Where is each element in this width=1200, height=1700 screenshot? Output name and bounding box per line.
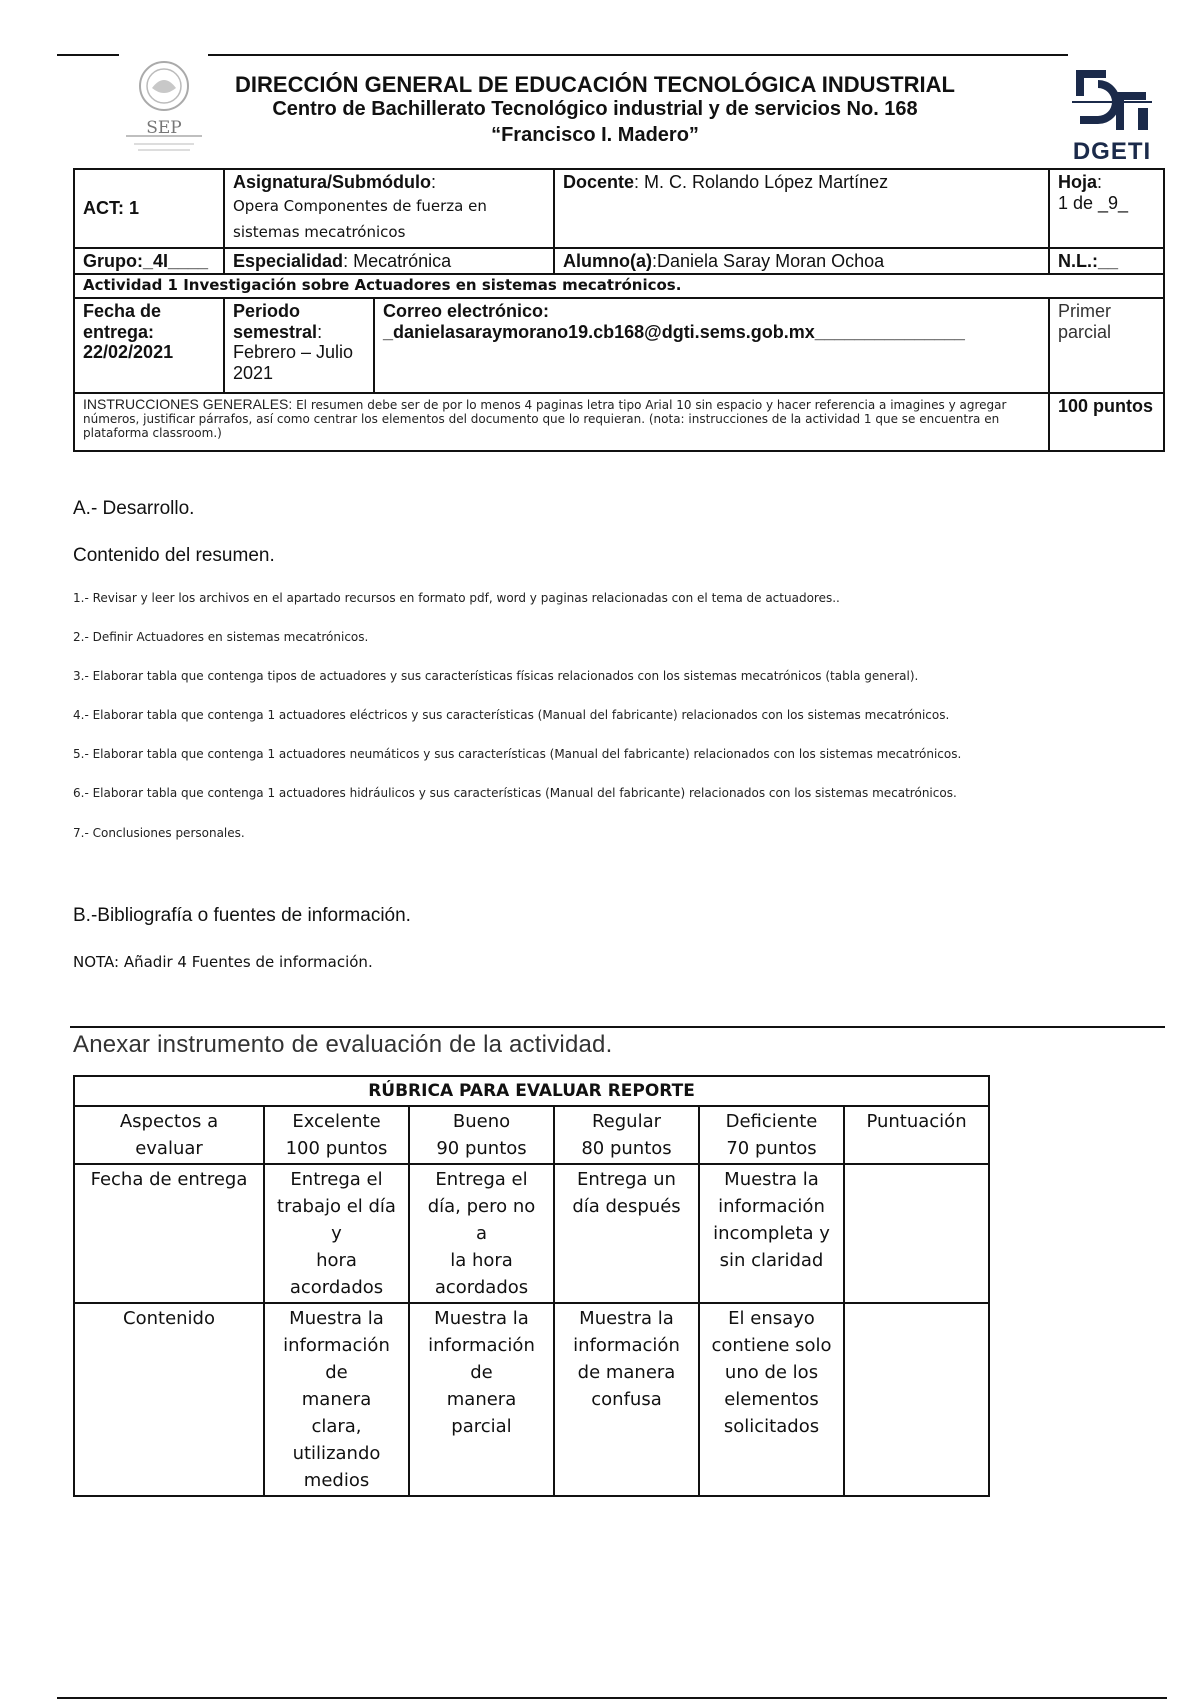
rubric-score-cell (844, 1164, 989, 1303)
rubric-cell: Entrega el trabajo el día y hora acordados (264, 1164, 409, 1303)
info-table (73, 168, 1165, 299)
puntos-cell: 100 puntos (1049, 393, 1164, 451)
hoja-label: Hoja (1058, 172, 1098, 192)
alumno-cell: Alumno(a):Daniela Saray Moran Ochoa (554, 248, 1049, 275)
sep-logo-text: SEP (146, 118, 182, 138)
correo-cell (374, 298, 1049, 393)
asignatura-label: Asignatura/Submódulo (233, 172, 431, 192)
rubric-cell: Contenido (74, 1303, 264, 1496)
rubric-header-puntuacion: Puntuación (844, 1106, 989, 1164)
dgeti-logo-text: DGETI (1072, 138, 1152, 165)
instrucciones-text: El resumen debe ser de por lo menos 4 paginas letra tipo Arial 10 sin espacio y hacer referencia a imagines y agregar números, justificar párrafos, así como centrar los elementos del documento que lo requieran. (nota: instrucciones de la actividad 1 que se encuentra en plataforma classroom.) (83, 398, 1007, 440)
rubric-header-aspectos: Aspectos a evaluar (74, 1106, 264, 1164)
table-row (74, 1303, 989, 1496)
instrucciones-label: INSTRUCCIONES GENERALES: (83, 396, 293, 412)
rubric-header-bueno: Bueno 90 puntos (409, 1106, 554, 1164)
hoja-cell: Hoja: 1 de _9_ (1049, 169, 1164, 248)
correo-label: Correo electrónico: (383, 301, 550, 321)
grupo-cell: Grupo:_4I____ (74, 248, 224, 275)
delivery-table (73, 297, 1165, 452)
activity-title: Actividad 1 Investigación sobre Actuadores en sistemas mecatrónicos. (74, 274, 1164, 298)
especialidad-cell: Especialidad: Mecatrónica (224, 248, 554, 275)
rubric-cell: Fecha de entrega (74, 1164, 264, 1303)
dgeti-logo (1068, 62, 1156, 166)
rubric-cell: Entrega el día, pero no a la hora acordados (409, 1164, 554, 1303)
fecha-cell (74, 298, 224, 393)
periodo-cell: Periodo semestral: Febrero – Julio 2021 (224, 298, 374, 393)
rubric-cell: Muestra la información incompleta y sin claridad (699, 1164, 844, 1303)
top-rule-left (57, 54, 119, 56)
rubric-title: RÚBRICA PARA EVALUAR REPORTE (74, 1076, 989, 1106)
rubric-cell: Entrega un día después (554, 1164, 699, 1303)
parcial-cell: Primer parcial (1049, 298, 1164, 393)
rubric-header-regular: Regular 80 puntos (554, 1106, 699, 1164)
rubric-table (73, 1075, 990, 1497)
dgeti-emblem-icon (1068, 62, 1156, 140)
hoja-value: 1 de _9_ (1058, 192, 1129, 213)
top-rule-right (208, 54, 1068, 56)
periodo-value: Febrero – Julio 2021 (233, 342, 354, 384)
step-item-5: 5.- Elaborar tabla que contenga 1 actuadores neumáticos y sus características (Manual del fabricante) relacionados con los sistemas mecatrónicos. (73, 747, 962, 761)
anexar-heading: Anexar instrumento de evaluación de la actividad. (73, 1031, 613, 1058)
step-item-4: 4.- Elaborar tabla que contenga 1 actuadores eléctricos y sus características (Manual del fabricante) relacionados con los sistemas mecatrónicos. (73, 708, 950, 722)
fecha-value: 22/02/2021 (83, 342, 174, 363)
asignatura-value: Opera Componentes de fuerza en sistemas mecatrónicos (233, 196, 487, 241)
sep-logo (118, 58, 210, 162)
periodo-label: Periodo semestral (233, 301, 318, 342)
step-item-2: 2.- Definir Actuadores en sistemas mecatrónicos. (73, 630, 369, 644)
sep-seal-icon (118, 58, 210, 162)
alumno-label: Alumno(a) (563, 250, 652, 271)
instrucciones-cell (74, 393, 1049, 451)
contenido-heading: Contenido del resumen. (73, 545, 275, 566)
rubric-cell: Muestra la información de manera parcial (409, 1303, 554, 1496)
rubric-cell: Muestra la información de manera confusa (554, 1303, 699, 1496)
rubric-header-deficiente: Deficiente 70 puntos (699, 1106, 844, 1164)
docente-label: Docente (563, 172, 635, 192)
section-b-heading: B.-Bibliografía o fuentes de información. (73, 905, 411, 926)
act-cell: ACT: 1 (74, 169, 224, 248)
especialidad-label: Especialidad (233, 250, 344, 271)
docente-value: M. C. Rolando López Martínez (644, 172, 889, 192)
step-item-7: 7.- Conclusiones personales. (73, 826, 245, 840)
bottom-rule (57, 1697, 1167, 1699)
especialidad-value: Mecatrónica (353, 250, 452, 271)
step-item-1: 1.- Revisar y leer los archivos en el apartado recursos en formato pdf, word y paginas relacionadas con el tema de actuadores.. (73, 591, 840, 605)
rubric-cell: Muestra la información de manera clara, utilizando medios (264, 1303, 409, 1496)
docente-cell: Docente: M. C. Rolando López Martínez (554, 169, 1049, 248)
fecha-label: Fecha de entrega: (83, 301, 162, 342)
header-title-line1: DIRECCIÓN GENERAL DE EDUCACIÓN TECNOLÓGICA INDUSTRIAL (235, 72, 955, 97)
asignatura-cell: Asignatura/Submódulo: Opera Componentes de fuerza en sistemas mecatrónicos (224, 169, 554, 248)
alumno-value: Daniela Saray Moran Ochoa (657, 250, 885, 271)
rubric-cell: El ensayo contiene solo uno de los elementos solicitados (699, 1303, 844, 1496)
rubric-header-excelente: Excelente 100 puntos (264, 1106, 409, 1164)
rubric-score-cell (844, 1303, 989, 1496)
nota-text: NOTA: Añadir 4 Fuentes de información. (73, 953, 373, 971)
anexar-rule (70, 1026, 1165, 1028)
correo-value: _danielasaraymorano19.cb168@dgti.sems.gob.mx_______________ (383, 321, 965, 342)
header-title-line2: Centro de Bachillerato Tecnológico industrial y de servicios No. 168 (272, 98, 918, 120)
section-a-heading: A.- Desarrollo. (73, 498, 195, 519)
header-title-line3: “Francisco I. Madero” (491, 124, 699, 146)
table-row (74, 1164, 989, 1303)
step-item-6: 6.- Elaborar tabla que contenga 1 actuadores hidráulicos y sus características (Manual del fabricante) relacionados con los sistemas mecatrónicos. (73, 786, 957, 800)
step-item-3: 3.- Elaborar tabla que contenga tipos de actuadores y sus características físicas relacionados con los sistemas mecatrónicos (tabla general). (73, 669, 919, 683)
nl-cell: N.L.:__ (1049, 248, 1164, 275)
